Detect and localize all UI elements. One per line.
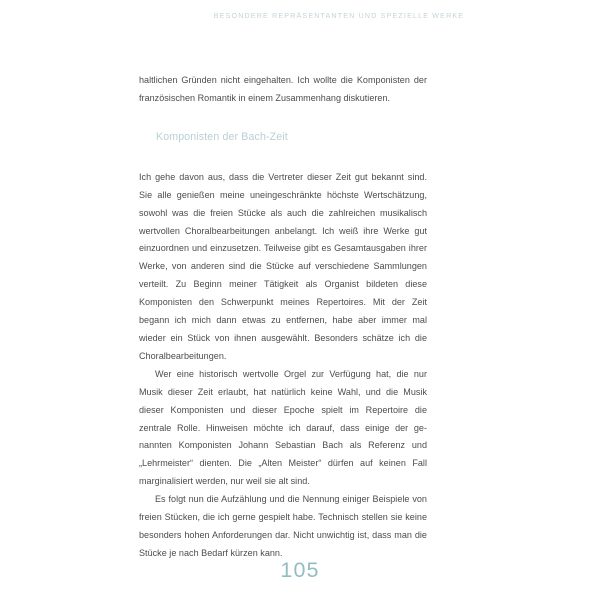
text-column	[139, 72, 427, 563]
continued-paragraph: haltlichen Gründen nicht eingehalten. Ich wollte die Komponisten der französischen Romantik in einem Zusammenhang diskutieren.	[139, 75, 427, 103]
running-head: BESONDERE REPRÄSENTANTEN UND SPEZIELLE WERKE	[213, 12, 465, 20]
page-number: 105	[280, 558, 320, 582]
spacer-before-heading	[139, 108, 427, 130]
paragraph-1: Ich gehe davon aus, dass die Vertreter dieser Zeit gut bekannt sind. Sie alle genießen meine uneingeschränkte höchste Wertschätzung, sowohl was die freien Stücke als auch die zahlreichen musikalisch wertvollen Choralbearbeitungen anbelangt. Ich weiß ihre Werke gut einzuordnen und einzusetzen. Teilweise gibt es Gesamtausgaben ihrer Werke, von anderen sind die Stücke auf verschiedene Sammlungen verteilt. Zu Beginn meiner Tätigkeit als Organist bildeten diese Komponisten den Schwerpunkt meines Repertoires. Mit der Zeit begann ich mich dann etwas zu entfernen, habe aber immer mal wieder ein Stück von ihnen ausgewählt. Besonders schätze ich die Choralbearbeitungen.	[139, 171, 427, 361]
section-heading: Komponisten der Bach-Zeit	[156, 130, 288, 143]
paragraph-2: Wer eine historisch wertvolle Orgel zur Verfügung hat, die nur Musik dieser Zeit erlaubt, hat natürlich keine Wahl, und die Musik dieser Komponisten und dieser Epoche spielt im Repertoire die zentrale Rolle. Hinweisen möchte ich darauf, dass einige der genannten Komponisten Johann Sebastian Bach als Referenz und „Lehrmeister“ dienten. Die „Alten Meister“ dürfen auf keinen Fall marginalisiert werden, nur weil sie alt sind.	[139, 368, 427, 487]
spacer-after-heading	[139, 144, 427, 169]
paragraph-3: Es folgt nun die Aufzählung und die Nennung einiger Beispiele von freien Stücken, die ich gerne gespielt habe. Technisch stellen sie keine besonders hohen Anforderungen dar. Nicht unwichtig ist, dass man die Stücke je nach Bedarf kürzen kann.	[139, 494, 427, 558]
